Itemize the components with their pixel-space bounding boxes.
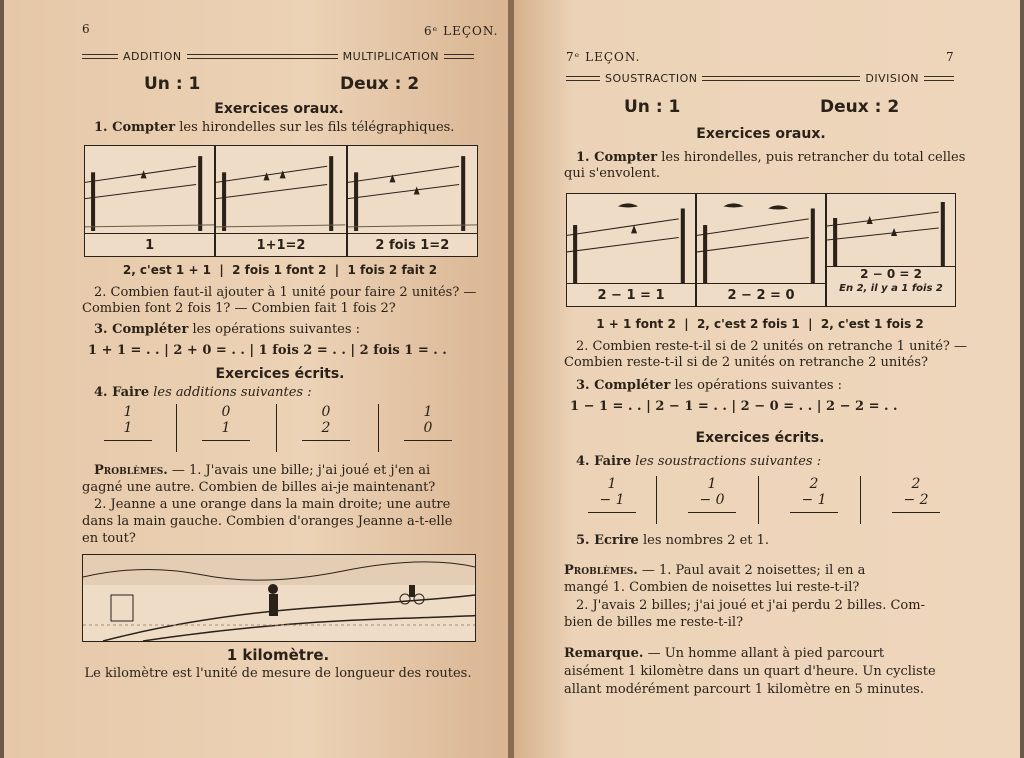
- left-written-title: Exercices écrits.: [215, 366, 345, 382]
- right-ex2-line1: 2. Combien reste-t-il si de 2 unités on retranche 1 unité? —: [576, 339, 968, 354]
- subtraction-2: 1 − 0: [688, 476, 736, 513]
- km-text: Le kilomètre est l'unité de mesure de longueur des routes.: [84, 666, 472, 681]
- left-panel-1: [85, 146, 214, 256]
- left-ex3-ops: 1 + 1 = . . | 2 + 0 = . . | 1 fois 2 = . . | 2 fois 1 = . .: [88, 343, 447, 358]
- header-soustraction: SOUSTRACTION: [605, 72, 698, 85]
- km-title: 1 kilomètre.: [226, 646, 330, 664]
- right-panel-strip: [566, 193, 956, 307]
- right-remarque-c: allant modérément parcourt 1 kilomètre en 5 minutes.: [564, 682, 924, 697]
- addition-1: 1 1: [104, 404, 152, 441]
- left-prob2-b: dans la main gauche. Combien d'oranges Jeanne a-t-elle: [82, 514, 453, 529]
- right-remarque-b: aisément 1 kilomètre dans un quart d'heure. Un cycliste: [564, 664, 936, 679]
- left-page-number: 6: [82, 22, 90, 36]
- right-header-rule: [566, 72, 954, 85]
- left-panel-2: [216, 146, 345, 256]
- left-prob2-c: en tout?: [82, 531, 136, 546]
- addition-3: 0 2: [302, 404, 350, 441]
- right-prob2-b: bien de billes me reste-t-il?: [564, 615, 744, 630]
- right-ex4: 4. Faire les soustractions suivantes :: [576, 454, 822, 469]
- right-ex3: 3. Compléter les opérations suivantes :: [576, 378, 843, 393]
- left-prob1-b: gagné une autre. Combien de billes ai-je maintenant?: [82, 480, 436, 495]
- left-panel-3-caption: 2 fois 1=2: [375, 237, 450, 253]
- right-page-number: 7: [946, 50, 954, 64]
- right-page: [514, 0, 1020, 758]
- right-panel-2-caption: 2 − 2 = 0: [727, 287, 795, 303]
- left-prob1-a: Problèmes. — 1. J'avais une bille; j'ai joué et j'en ai: [94, 463, 431, 478]
- header-multiplication: MULTIPLICATION: [342, 50, 439, 63]
- right-panel-3-sub: En 2, il y a 1 fois 2: [839, 282, 943, 294]
- right-remarque-a: Remarque. — Un homme allant à pied parcourt: [564, 646, 885, 661]
- left-facts: 2, c'est 1 + 1 | 2 fois 1 font 2 | 1 fois 2 fait 2: [122, 263, 438, 277]
- right-prob1-a: Problèmes. — 1. Paul avait 2 noisettes; il en a: [564, 563, 866, 578]
- left-header-rule: [82, 50, 474, 63]
- subtraction-1: 1 − 1: [588, 476, 636, 513]
- right-prob2-a: 2. J'avais 2 billes; j'ai joué et j'ai perdu 2 billes. Com-: [576, 598, 925, 613]
- right-prob1-b: mangé 1. Combien de noisettes lui reste-t-il?: [564, 580, 860, 595]
- left-ex3: 3. Compléter les opérations suivantes :: [94, 322, 361, 337]
- right-ex3-ops: 1 − 1 = . . | 2 − 1 = . . | 2 − 0 = . . | 2 − 2 = . .: [570, 399, 898, 414]
- right-un: Un : 1: [624, 97, 681, 117]
- left-prob2-a: 2. Jeanne a une orange dans la main droite; une autre: [94, 497, 451, 512]
- left-panel-2-caption: 1+1=2: [256, 237, 306, 253]
- left-ex2-line2: Combien font 2 fois 1? — Combien fait 1 fois 2?: [82, 301, 396, 316]
- subtraction-3: 2 − 1: [790, 476, 838, 513]
- right-ex5: 5. Ecrire les nombres 2 et 1.: [576, 533, 770, 548]
- left-lecon: 6ᵉ LEÇON.: [424, 24, 499, 38]
- right-facts: 1 + 1 font 2 | 2, c'est 2 fois 1 | 2, c'est 1 fois 2: [596, 317, 924, 331]
- left-panel-1-caption: 1: [145, 237, 155, 253]
- right-ex1-b: qui s'envolent.: [564, 166, 661, 181]
- right-panel-2: [697, 194, 825, 306]
- right-written-title: Exercices écrits.: [695, 430, 825, 446]
- right-oral-title: Exercices oraux.: [696, 126, 826, 142]
- right-panel-3-caption: 2 − 0 = 2: [860, 267, 922, 281]
- left-ex2-line1: 2. Combien faut-il ajouter à 1 unité pour faire 2 unités? —: [94, 285, 477, 300]
- right-ex1-a: 1. Compter les hirondelles, puis retrancher du total celles: [576, 150, 966, 165]
- right-panel-1: [567, 194, 695, 306]
- header-addition: ADDITION: [123, 50, 182, 63]
- right-panel-3: [827, 194, 955, 306]
- left-ex1: 1. Compter les hirondelles sur les fils télégraphiques.: [94, 120, 455, 135]
- left-panel-3: [348, 146, 477, 256]
- road-illustration: [82, 554, 476, 642]
- addition-4: 1 0: [404, 404, 452, 441]
- right-deux: Deux : 2: [820, 97, 900, 117]
- subtraction-4: 2 − 2: [892, 476, 940, 513]
- left-un: Un : 1: [144, 74, 201, 94]
- left-panel-strip: [84, 145, 478, 257]
- left-deux: Deux : 2: [340, 74, 420, 94]
- addition-2: 0 1: [202, 404, 250, 441]
- left-oral-title: Exercices oraux.: [214, 101, 344, 117]
- left-page: [4, 0, 510, 758]
- header-division: DIVISION: [865, 72, 919, 85]
- right-panel-1-caption: 2 − 1 = 1: [597, 287, 665, 303]
- right-ex2-line2: Combien reste-t-il si de 2 unités on retranche 2 unités?: [564, 355, 929, 370]
- left-ex4: 4. Faire les additions suivantes :: [94, 385, 312, 400]
- right-lecon: 7ᵉ LEÇON.: [566, 50, 641, 64]
